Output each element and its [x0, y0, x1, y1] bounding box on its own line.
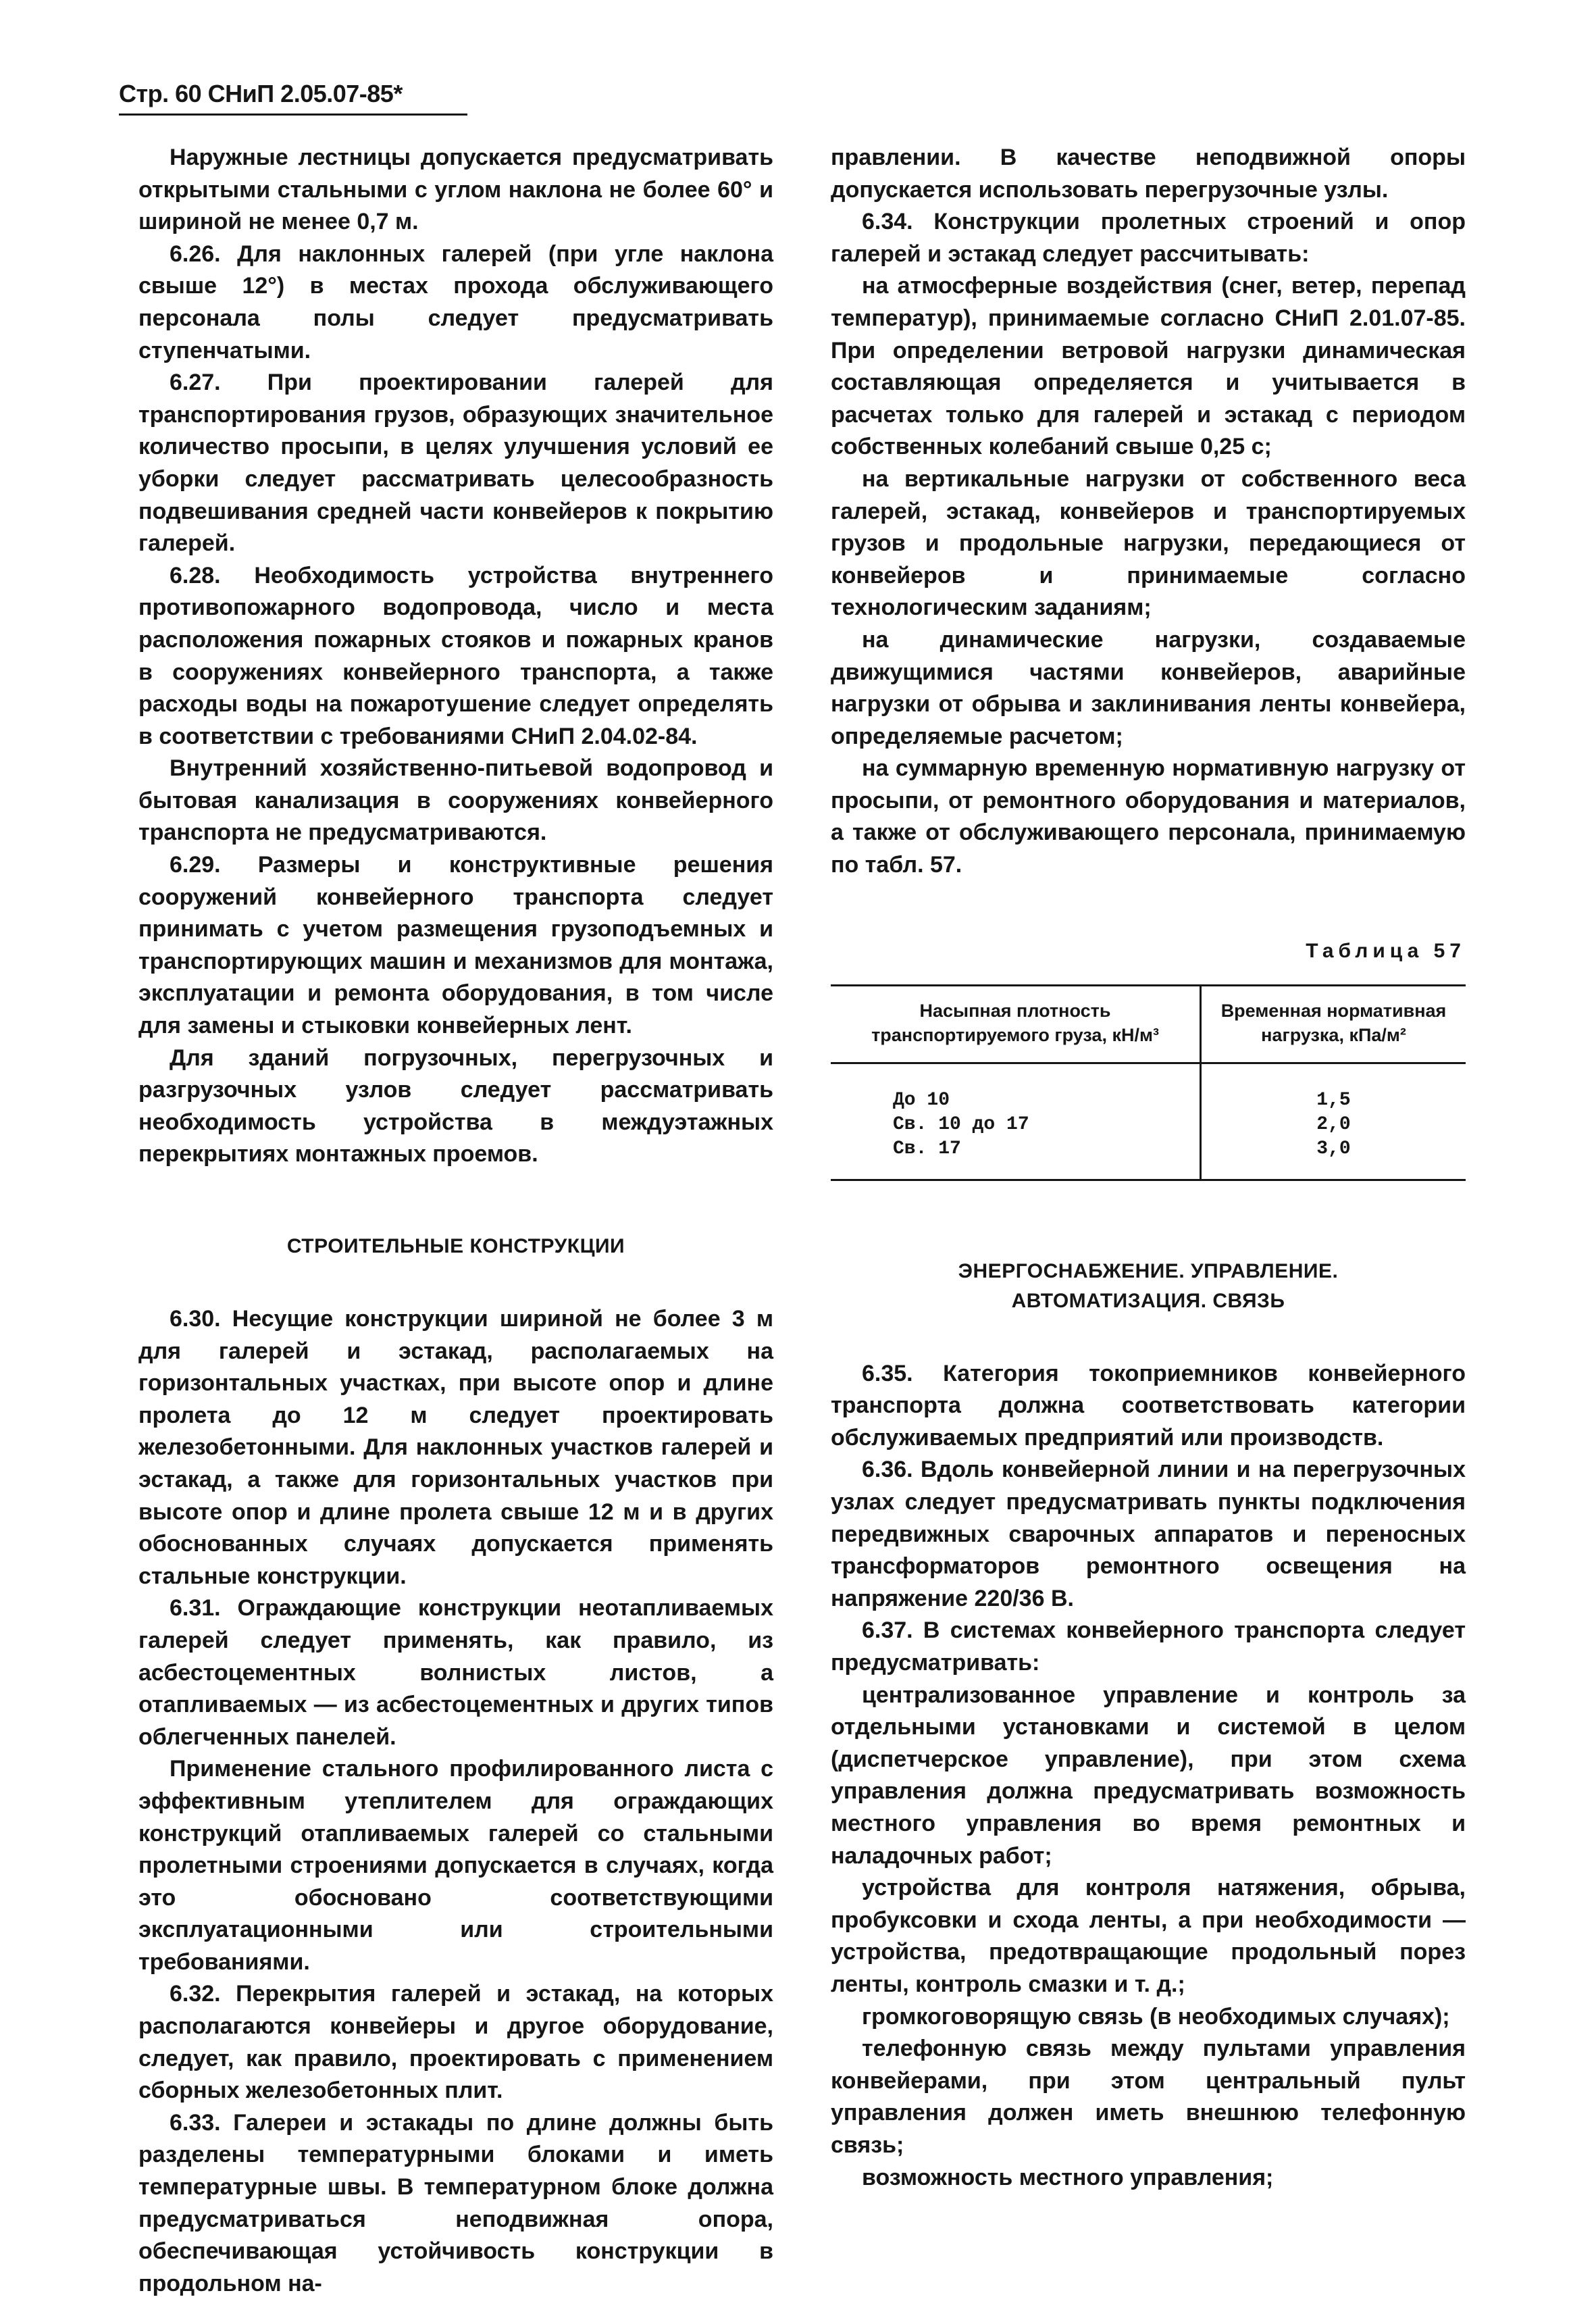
paragraph-text: Внутренний хозяйственно-питьевой водопровод и бытовая канализация в сооружениях конвейерного транспорта не предусматриваются.	[138, 755, 773, 846]
table-cell-density	[831, 1063, 1201, 1180]
page-header: Стр. 60 СНиП 2.05.07-85*	[119, 80, 403, 107]
right-paragraphs-2	[831, 1358, 1466, 2194]
paragraph-text: Ограждающие конструкции неотапливаемых галерей следует применять, как правило, из асбестоцементных волнистых листов, а отапливаемых — из асбестоцементных и других типов облегченных панелей.	[138, 1595, 773, 1750]
paragraph-text: телефонную связь между пультами управления конвейерами, при этом центральный пульт управления должен иметь внешнюю телефонную связь;	[831, 2036, 1466, 2158]
paragraph-text: Несущие конструкции шириной не более 3 м для галерей и эстакад, располагаемых на горизонтальных участках, при высоте опор и длине пролета до 12 м следует проектировать железобетонными. Для наклонных участков галерей и эстакад, а также для горизонтальных участков при высоте опор и длине пролета свыше 12 м и в других обоснованных случаях допускается применять стальные конструкции.	[138, 1306, 773, 1589]
paragraph-text: Для наклонных галерей (при угле наклона свыше 12°) в местах прохода обслуживающего персонала полы следует предусматривать ступенчатыми.	[138, 241, 773, 363]
paragraph-text: возможность местного управления;	[862, 2164, 1274, 2190]
paragraph-text: Наружные лестницы допускается предусматривать открытыми стальными с углом наклона не более 60° и шириной не менее 0,7 м.	[138, 145, 773, 235]
paragraph	[138, 1042, 773, 1171]
paragraph-text: правлении. В качестве неподвижной опоры допускается использовать перегрузочные узлы.	[831, 145, 1466, 203]
paragraph	[831, 206, 1466, 270]
density-row-3: Св. 17	[893, 1138, 961, 1159]
paragraph-text: Конструкции пролетных строений и опор галерей и эстакад следует рассчитывать:	[831, 209, 1466, 267]
paragraph	[138, 1303, 773, 1592]
paragraph-text: Категория токоприемников конвейерного транспорта должна соответствовать категории обслуживаемых предприятий или производств.	[831, 1360, 1466, 1451]
table-caption: Таблица 57	[1306, 939, 1466, 962]
clause-number: 6.35.	[862, 1360, 913, 1386]
paragraph-text: централизованное управление и контроль за отдельными установками и системой в целом (диспетчерское управление), при этом схема управления должна предусматривать возможность местного управления во время ремонтных и наладочных работ;	[831, 1682, 1466, 1869]
clause-number: 6.27.	[170, 370, 221, 396]
paragraph	[831, 1872, 1466, 2001]
paragraph-text: на суммарную временную нормативную нагрузку от просыпи, от ремонтного оборудования и материалов, а также от обслуживающего персонала, принимаемую по табл. 57.	[831, 755, 1466, 878]
section-heading-energy-2: АВТОМАТИЗАЦИЯ. СВЯЗЬ	[1011, 1289, 1285, 1312]
paragraph	[831, 142, 1466, 206]
paragraph	[831, 753, 1466, 881]
clause-number: 6.33.	[170, 2109, 221, 2136]
paragraph	[831, 2001, 1466, 2034]
clause-number: 6.34.	[862, 209, 913, 235]
paragraph	[138, 753, 773, 849]
header-rule	[119, 114, 467, 116]
paragraph	[831, 2033, 1466, 2161]
paragraph	[138, 238, 773, 367]
load-row-1: 1,5	[1316, 1089, 1351, 1111]
table-header-density: Насыпная плотность транспортируемого груза, кН/м³	[831, 985, 1201, 1063]
paragraph-text: на атмосферные воздействия (снег, ветер, перепад температур), принимаемые согласно СНиП 2.01.07-85. При определении ветровой нагрузки динамическая составляющая определяется и учитывается в расчетах только для галерей и эстакад с периодом собственных колебаний свыше 0,25 с;	[831, 273, 1466, 460]
paragraph	[138, 367, 773, 560]
paragraph	[831, 1680, 1466, 1873]
paragraph-text: на динамические нагрузки, создаваемые движущимися частями конвейеров, аварийные нагрузки от обрыва и заклинивания ленты конвейера, определяемые расчетом;	[831, 626, 1466, 749]
paragraph-text: громкоговорящую связь (в необходимых случаях);	[862, 2003, 1450, 2030]
paragraph	[831, 270, 1466, 463]
paragraph	[138, 849, 773, 1042]
paragraph	[831, 1358, 1466, 1455]
paragraph	[831, 1454, 1466, 1615]
clause-number: 6.31.	[170, 1595, 221, 1621]
paragraph-text: на вертикальные нагрузки от собственного веса галерей, эстакад, конвейеров и транспортируемых грузов и продольные нагрузки, передающиеся от конвейеров и принимаемые согласно технологическим заданиям;	[831, 466, 1466, 621]
paragraph-text: При проектировании галерей для транспортирования грузов, образующих значительное количество просыпи, в целях улучшения условий ее уборки следует рассматривать целесообразность подвешивания средней части конвейеров к покрытию галерей.	[138, 370, 773, 557]
right-paragraphs	[831, 142, 1466, 882]
paragraph-text: Перекрытия галерей и эстакад, на которых располагаются конвейеры и другое оборудование, следует, как правило, проектировать с применением сборных железобетонных плит.	[138, 1981, 773, 2104]
paragraph	[831, 463, 1466, 624]
section-heading-building: СТРОИТЕЛЬНЫЕ КОНСТРУКЦИИ	[286, 1235, 625, 1257]
paragraph-text: Для зданий погрузочных, перегрузочных и разгрузочных узлов следует рассматривать необходимость устройства в междуэтажных перекрытиях монтажных проемов.	[138, 1045, 773, 1167]
density-row-1: До 10	[893, 1089, 950, 1111]
table-header-row	[831, 985, 1466, 1063]
table-cell-load	[1201, 1063, 1466, 1180]
paragraph	[138, 560, 773, 753]
table-header-load: Временная нормативная нагрузка, кПа/м²	[1201, 985, 1466, 1063]
paragraph-text: Необходимость устройства внутреннего противопожарного водопровода, число и места расположения пожарных стояков и пожарных кранов в сооружениях конвейерного транспорта, а также расходы воды на пожаротушение следует определять в соответствии с требованиями СНиП 2.04.02-84.	[138, 562, 773, 749]
right-column	[831, 142, 1466, 2194]
paragraph	[138, 1753, 773, 1978]
paragraph	[831, 624, 1466, 753]
paragraph-text: Применение стального профилированного листа с эффективным утеплителем для ограждающих конструкций отапливаемых галерей со стальными пролетными строениями допускается в случаях, когда это обосновано соответствующими эксплуатационными или строительными требованиями.	[138, 1756, 773, 1975]
table-row	[831, 1063, 1466, 1180]
paragraph-text: устройства для контроля натяжения, обрыва, пробуксовки и схода ленты, а при необходимости — устройства, предотвращающие продольный порез ленты, контроль смазки и т. д.;	[831, 1875, 1466, 1997]
paragraph-text: Галереи и эстакады по длине должны быть разделены температурными блоками и иметь температурные швы. В температурном блоке должна предусматриваться неподвижная опора, обеспечивающая устойчивость конструкции в продольном на-	[138, 2109, 773, 2296]
paragraph-text: В системах конвейерного транспорта следует предусматривать:	[831, 1617, 1466, 1676]
table-57	[831, 984, 1466, 1181]
left-paragraphs	[138, 142, 773, 1171]
clause-number: 6.36.	[862, 1457, 913, 1483]
paragraph	[831, 1615, 1466, 1679]
clause-number: 6.28.	[170, 562, 221, 588]
paragraph	[138, 1592, 773, 1753]
section-heading-energy-1: ЭНЕРГОСНАБЖЕНИЕ. УПРАВЛЕНИЕ.	[958, 1259, 1339, 1282]
clause-number: 6.26.	[170, 241, 221, 267]
paragraph-text: Размеры и конструктивные решения сооружений конвейерного транспорта следует принимать с учетом размещения грузоподъемных и транспортирующих машин и механизмов для монтажа, эксплуатации и ремонта оборудования, в том числе для замены и стыковки конвейерных лент.	[138, 852, 773, 1039]
clause-number: 6.30.	[170, 1306, 221, 1332]
clause-number: 6.37.	[862, 1617, 913, 1644]
paragraph-text: Вдоль конвейерной линии и на перегрузочных узлах следует предусматривать пункты подключения передвижных сварочных аппаратов и переносных трансформаторов ремонтного освещения на напряжение 220/36 В.	[831, 1457, 1466, 1611]
load-row-3: 3,0	[1316, 1138, 1351, 1159]
left-paragraphs-2	[138, 1303, 773, 2300]
load-row-2: 2,0	[1316, 1113, 1351, 1135]
clause-number: 6.32.	[170, 1981, 221, 2007]
paragraph	[138, 2107, 773, 2300]
density-row-2: Св. 10 до 17	[893, 1113, 1029, 1135]
paragraph	[138, 1978, 773, 2107]
clause-number: 6.29.	[170, 852, 221, 878]
paragraph	[138, 142, 773, 238]
paragraph	[831, 2162, 1466, 2194]
left-column	[138, 142, 773, 2300]
